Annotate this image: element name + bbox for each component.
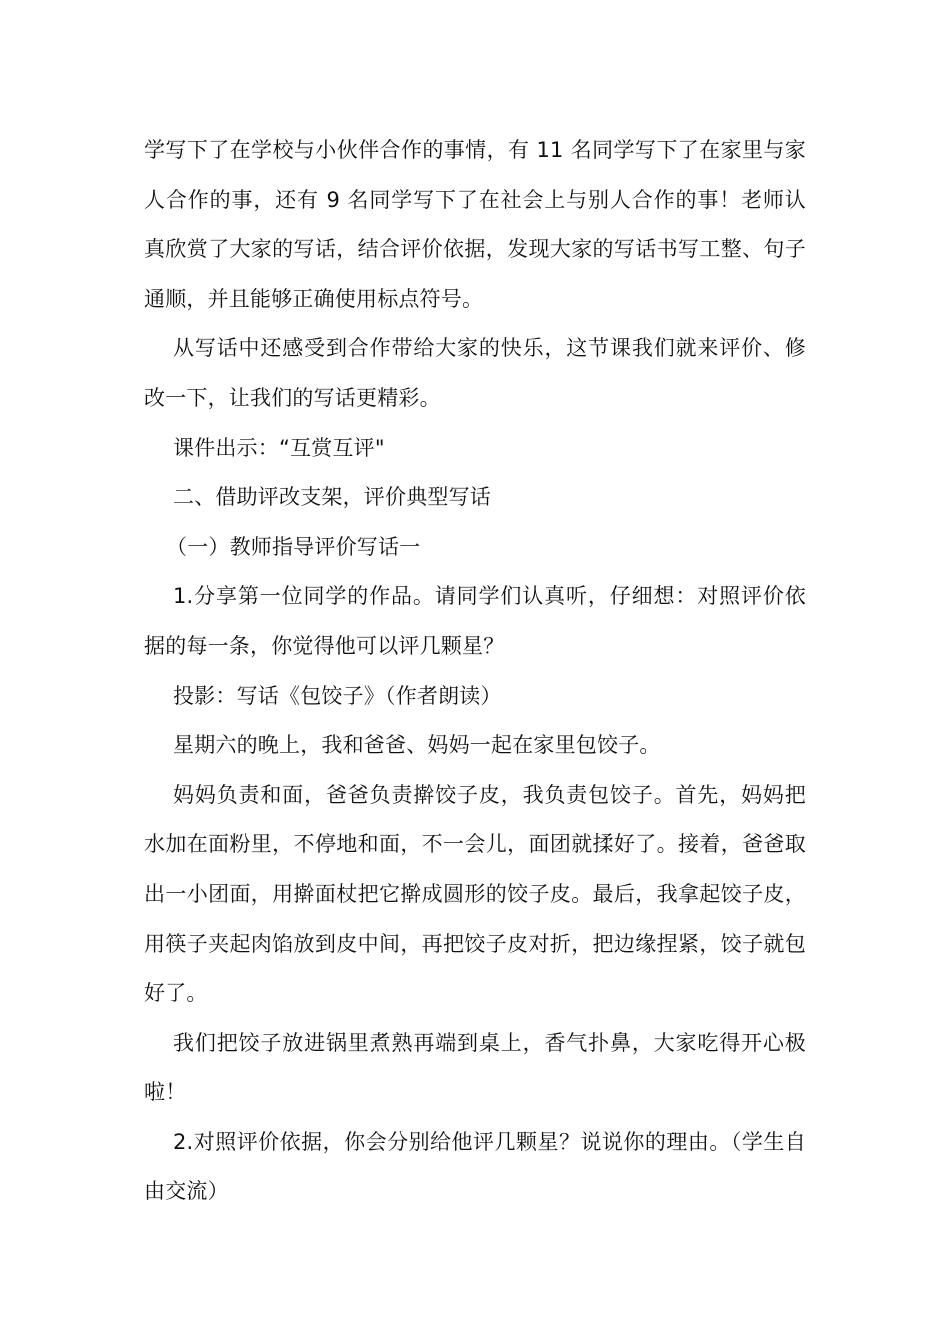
paragraph-step-2: 2.对照评价依据，你会分别给他评几颗星？说说你的理由。（学生自由交流）	[144, 1129, 806, 1204]
paragraph-courseware-display: 课件出示：“互赏互评"	[173, 435, 385, 460]
paragraph-projection: 投影：写话《包饺子》（作者朗读）	[173, 683, 502, 708]
subsection-heading-teacher-guidance: （一）教师指导评价写话一	[166, 534, 421, 559]
paragraph-student-writing-summary: 学写下了在学校与小伙伴合作的事情，有 11 名同学写下了在家里与家人合作的事，还有 9 名同学写下了在社会上与别人合作的事！老师认真欣赏了大家的写话，结合评价依据，发现大家的写话书写工整、句子通顺，并且能够正确使用标点符号。	[144, 138, 806, 311]
paragraph-essay-opening: 星期六的晚上，我和爸爸、妈妈一起在家里包饺子。	[173, 733, 661, 758]
paragraph-step-1: 1.分享第一位同学的作品。请同学们认真听，仔细想：对照评价依据的每一条，你觉得他可以评几颗星？	[144, 584, 806, 658]
section-heading-evaluation: 二、借助评改支架，评价典型写话	[173, 485, 491, 510]
document-body	[144, 126, 806, 1217]
paragraph-lesson-intro: 从写话中还感受到合作带给大家的快乐，这节课我们就来评价、修改一下，让我们的写话更精彩。	[144, 336, 806, 410]
paragraph-essay-body: 妈妈负责和面，爸爸负责擀饺子皮，我负责包饺子。首先，妈妈把水加在面粉里，不停地和面，不一会儿，面团就揉好了。接着，爸爸取出一小团面，用擀面杖把它擀成圆形的饺子皮。最后，我拿起饺子皮，用筷子夹起肉馅放到皮中间，再把饺子皮对折，把边缘捏紧，饺子就包好了。	[144, 782, 806, 1006]
paragraph-essay-ending: 我们把饺子放进锅里煮熟再端到桌上，香气扑鼻，大家吃得开心极啦！	[144, 1030, 806, 1105]
